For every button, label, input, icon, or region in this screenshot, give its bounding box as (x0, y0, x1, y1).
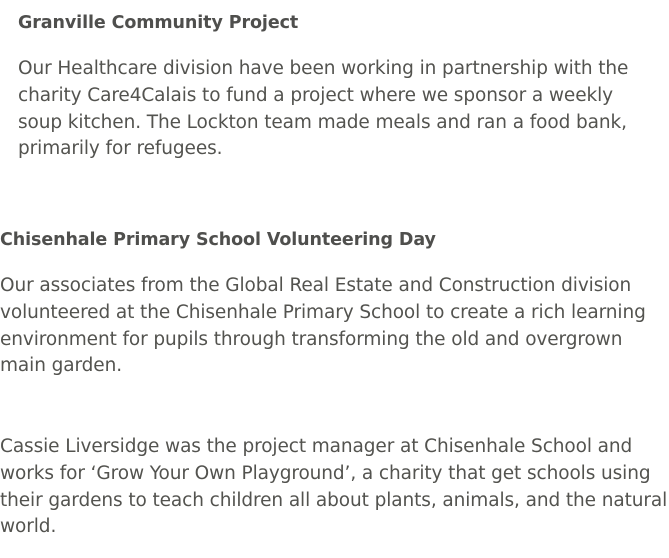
section-heading-chisenhale-primary-school-volunteering-day: Chisenhale Primary School Volunteering Day (0, 230, 436, 250)
section-paragraph-chisenhale-volunteering: Our associates from the Global Real Estate and Construction division volunteered at the Chisenhale Primary School to create a rich learning environment for pupils through transforming the old and overgrown main garden. (0, 275, 646, 377)
section-paragraph-granville-community-project: Our Healthcare division have been working in partnership with the charity Care4Calais to fund a project where we sponsor a weekly soup kitchen. The Lockton team made meals and ran a food bank, primarily for refugees. (18, 58, 629, 160)
section-heading-granville-community-project: Granville Community Project (18, 13, 299, 33)
section-paragraph-cassie-liversidge: Cassie Liversidge was the project manager at Chisenhale School and works for ‘Grow Your Own Playground’, a charity that get schools using their gardens to teach children all about plants, animals, and the natural world. (0, 436, 668, 538)
